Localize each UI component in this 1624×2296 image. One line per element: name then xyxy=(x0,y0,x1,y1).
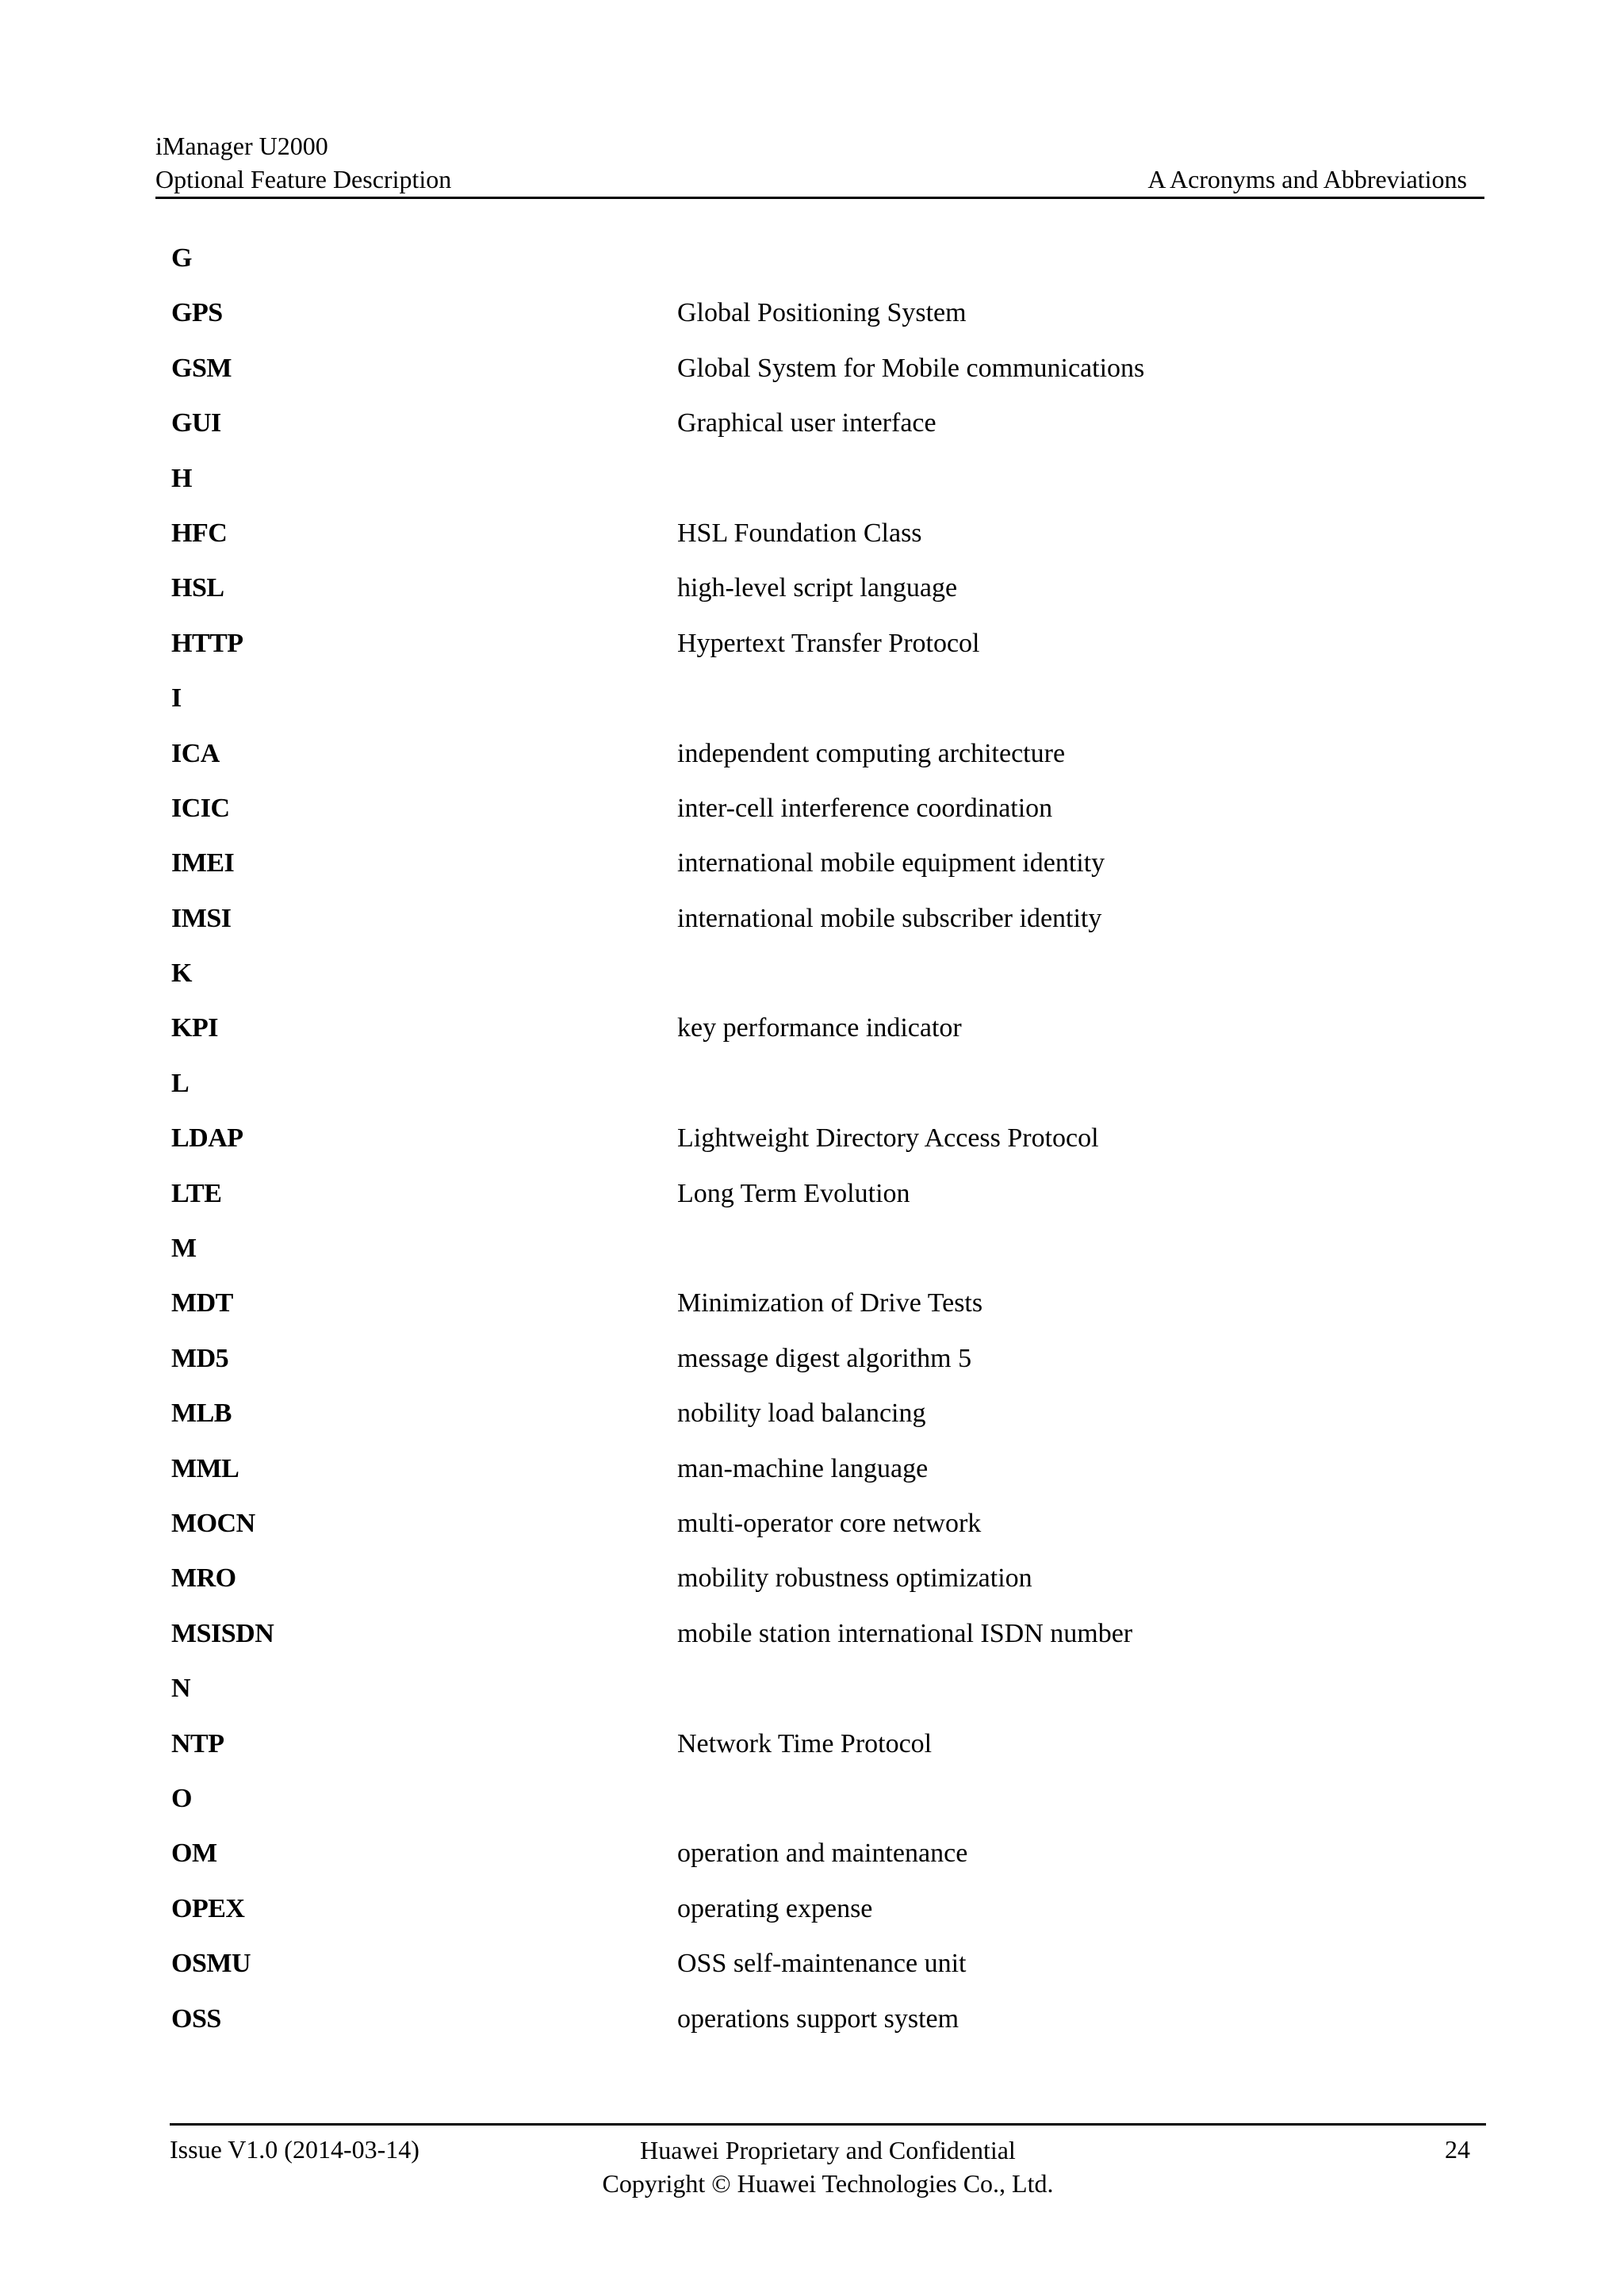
footer-center xyxy=(170,2133,1486,2200)
acronym-term: MDT xyxy=(171,1288,233,1318)
acronym-row xyxy=(171,1724,1440,1778)
acronym-list xyxy=(171,238,1440,2053)
document-title: Optional Feature Description xyxy=(155,165,452,193)
acronym-row xyxy=(171,1558,1440,1613)
acronym-row xyxy=(171,733,1440,788)
letter-heading-row xyxy=(171,238,1440,293)
copyright-notice: Copyright © Huawei Technologies Co., Ltd. xyxy=(602,2169,1054,2198)
acronym-term: MRO xyxy=(171,1563,236,1594)
page-footer xyxy=(170,2123,1486,2213)
acronym-row xyxy=(171,788,1440,843)
issue-info: Issue V1.0 (2014-03-14) xyxy=(170,2135,419,2164)
acronym-definition: international mobile subscriber identity xyxy=(677,903,1102,933)
letter-heading-row xyxy=(171,953,1440,1008)
acronym-term: LDAP xyxy=(171,1123,243,1154)
acronym-definition: operation and maintenance xyxy=(677,1839,968,1869)
acronym-term: MML xyxy=(171,1453,239,1483)
acronym-term: MOCN xyxy=(171,1508,255,1538)
acronym-definition: Long Term Evolution xyxy=(677,1178,910,1208)
acronym-term: HFC xyxy=(171,518,228,548)
acronym-term: NTP xyxy=(171,1728,224,1758)
letter-heading: G xyxy=(171,243,192,273)
acronym-row xyxy=(171,1613,1440,1668)
acronym-term: OM xyxy=(171,1839,217,1869)
acronym-term: OSMU xyxy=(171,1949,251,1979)
acronym-row xyxy=(171,568,1440,622)
acronym-term: IMEI xyxy=(171,848,235,878)
acronym-term: GUI xyxy=(171,408,221,438)
acronym-term: GPS xyxy=(171,298,223,328)
acronym-definition: OSS self-maintenance unit xyxy=(677,1949,967,1979)
acronym-row xyxy=(171,403,1440,457)
acronym-term: OSS xyxy=(171,2003,221,2034)
acronym-definition: operating expense xyxy=(677,1893,873,1923)
acronym-definition: Graphical user interface xyxy=(677,408,936,438)
letter-heading: O xyxy=(171,1783,192,1813)
acronym-term: KPI xyxy=(171,1013,218,1043)
acronym-term: MSISDN xyxy=(171,1618,274,1648)
acronym-definition: nobility load balancing xyxy=(677,1399,926,1429)
acronym-definition: Lightweight Directory Access Protocol xyxy=(677,1123,1099,1154)
acronym-definition: Network Time Protocol xyxy=(677,1728,933,1758)
letter-heading-row xyxy=(171,1668,1440,1723)
acronym-definition: multi-operator core network xyxy=(677,1508,982,1538)
acronym-term: IMSI xyxy=(171,903,232,933)
acronym-definition: key performance indicator xyxy=(677,1013,962,1043)
acronym-term: MLB xyxy=(171,1399,232,1429)
acronym-definition: Global System for Mobile communications xyxy=(677,353,1145,383)
acronym-row xyxy=(171,1448,1440,1503)
acronym-definition: Global Positioning System xyxy=(677,298,967,328)
acronym-row xyxy=(171,1999,1440,2053)
acronym-term: ICA xyxy=(171,738,220,768)
acronym-row xyxy=(171,898,1440,953)
page-number: 24 xyxy=(1445,2135,1470,2164)
letter-heading: N xyxy=(171,1674,191,1704)
acronym-term: ICIC xyxy=(171,793,230,823)
letter-heading-row xyxy=(171,1778,1440,1833)
letter-heading-row xyxy=(171,678,1440,733)
acronym-definition: man-machine language xyxy=(677,1453,929,1483)
acronym-row xyxy=(171,1173,1440,1228)
letter-heading: L xyxy=(171,1068,190,1098)
letter-heading: I xyxy=(171,683,182,714)
acronym-term: HSL xyxy=(171,573,224,603)
acronym-row xyxy=(171,1943,1440,1998)
acronym-definition: Hypertext Transfer Protocol xyxy=(677,628,980,658)
acronym-row xyxy=(171,1338,1440,1393)
letter-heading-row xyxy=(171,1228,1440,1283)
acronym-row xyxy=(171,1393,1440,1448)
acronym-row xyxy=(171,1008,1440,1062)
acronym-definition: message digest algorithm 5 xyxy=(677,1343,972,1373)
acronym-definition: independent computing architecture xyxy=(677,738,1066,768)
acronym-row xyxy=(171,1118,1440,1173)
acronym-row xyxy=(171,348,1440,403)
acronym-row xyxy=(171,843,1440,897)
acronym-term: LTE xyxy=(171,1178,222,1208)
acronym-definition: mobility robustness optimization xyxy=(677,1563,1032,1594)
acronym-term: HTTP xyxy=(171,628,243,658)
acronym-row xyxy=(171,1833,1440,1888)
acronym-term: OPEX xyxy=(171,1893,245,1923)
acronym-definition: Minimization of Drive Tests xyxy=(677,1288,983,1318)
acronym-definition: inter-cell interference coordination xyxy=(677,793,1053,823)
acronym-row xyxy=(171,1888,1440,1943)
letter-heading-row xyxy=(171,458,1440,513)
acronym-definition: mobile station international ISDN number xyxy=(677,1618,1133,1648)
acronym-definition: HSL Foundation Class xyxy=(677,518,922,548)
acronym-row xyxy=(171,1503,1440,1558)
page-header xyxy=(155,130,1484,199)
acronym-definition: operations support system xyxy=(677,2003,959,2034)
acronym-term: MD5 xyxy=(171,1343,229,1373)
letter-heading-row xyxy=(171,1063,1440,1118)
acronym-row xyxy=(171,293,1440,347)
acronym-definition: international mobile equipment identity xyxy=(677,848,1105,878)
acronym-term: GSM xyxy=(171,353,232,383)
product-name: iManager U2000 xyxy=(155,132,328,160)
section-title: A Acronyms and Abbreviations xyxy=(1147,165,1467,193)
acronym-row xyxy=(171,1283,1440,1337)
acronym-row xyxy=(171,623,1440,678)
letter-heading: K xyxy=(171,959,192,989)
letter-heading: M xyxy=(171,1234,197,1264)
acronym-row xyxy=(171,513,1440,568)
letter-heading: H xyxy=(171,463,192,493)
acronym-definition: high-level script language xyxy=(677,573,958,603)
proprietary-notice: Huawei Proprietary and Confidential xyxy=(640,2136,1016,2164)
